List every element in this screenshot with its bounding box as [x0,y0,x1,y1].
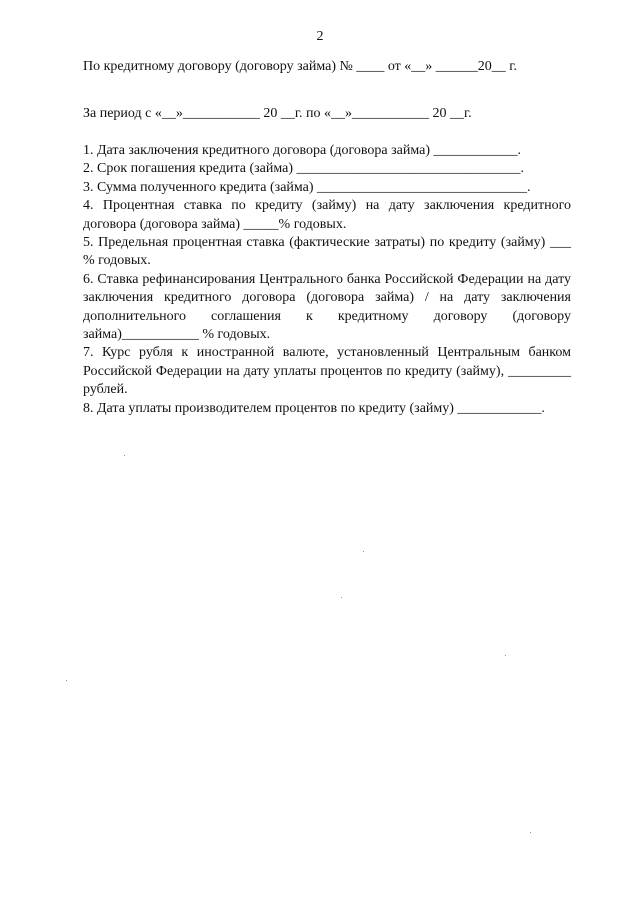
scan-speck [341,597,342,598]
list-item-8: 8. Дата уплаты производителем процентов по кредиту (займу) ____________. [83,400,545,416]
list-item-5: 5. Предельная процентная ставка (фактические затраты) по кредиту (займу) ___ % годовых. [83,235,571,269]
contract-line: По кредитному договору (договору займа) № ____ от «__» ______20__ г. [83,59,517,74]
list-item-6: 6. Ставка рефинансирования Центрального банка Российской Федерации на дату заключения кредитного договора (договора займа) / на дату заключения дополнительного соглашения к кредитному договору (договору займа)___________ % годовых. [83,271,571,343]
scan-speck [66,680,67,681]
list-item-4: 4. Процентная ставка по кредиту (займу) на дату заключения кредитного договора (договора займа) _____% годовых. [83,198,571,232]
list-item-1: 1. Дата заключения кредитного договора (договора займа) ____________. [83,143,522,158]
list-item-3: 3. Сумма полученного кредита (займа) ______________________________. [83,179,531,195]
list-item-2: 2. Срок погашения кредита (займа) ________________________________. [83,161,524,177]
scan-speck [124,455,125,456]
scan-speck [505,655,506,656]
list-item-7: 7. Курс рубля к иностранной валюте, установленный Центральным банком Российской Федерации на дату уплаты процентов по кредиту (займу), _________ рублей. [83,345,571,398]
scan-speck [363,551,364,552]
page-number: 2 [316,29,324,44]
items-list [83,142,571,418]
period-line: За период с «__»___________ 20 __г. по «__»___________ 20 __г. [83,106,472,121]
scan-speck [530,832,531,833]
